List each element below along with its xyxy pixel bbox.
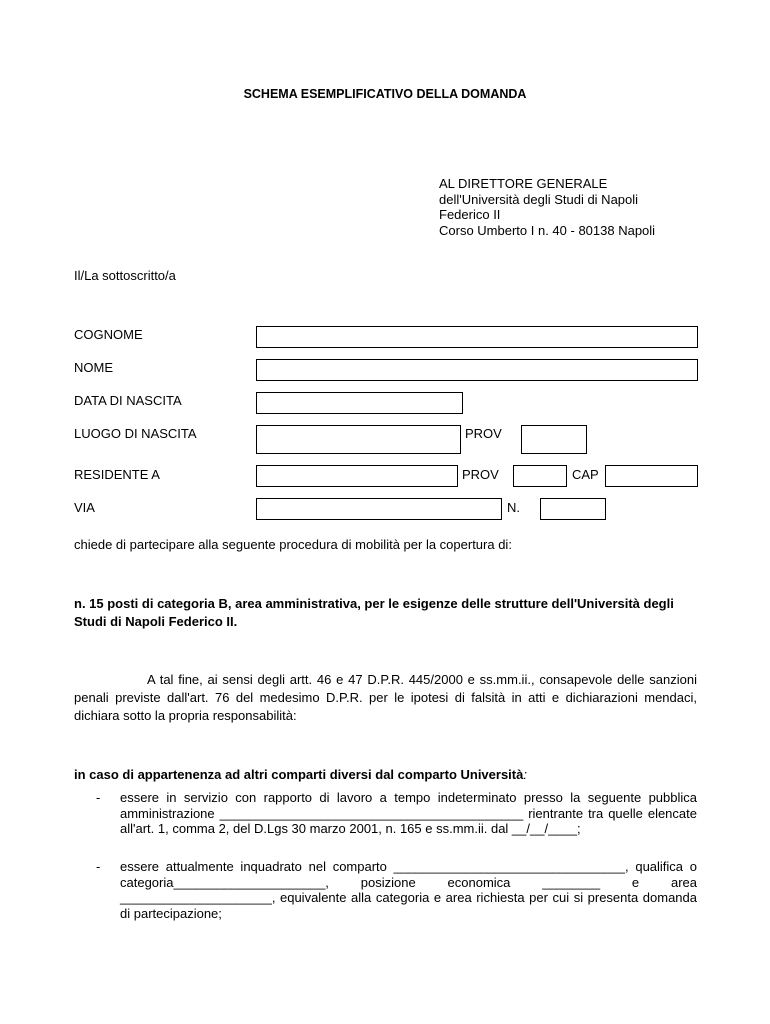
section-heading-colon: : bbox=[523, 767, 527, 782]
data-nascita-label: DATA DI NASCITA bbox=[74, 393, 182, 408]
intro-text: Il/La sottoscritto/a bbox=[74, 268, 176, 283]
via-input[interactable] bbox=[256, 498, 502, 520]
residente-label: RESIDENTE A bbox=[74, 467, 160, 482]
nome-label: NOME bbox=[74, 360, 113, 375]
numero-label: N. bbox=[507, 500, 520, 515]
prov-residenza-label: PROV bbox=[462, 467, 499, 482]
request-text: chiede di partecipare alla seguente procedura di mobilità per la copertura di: bbox=[74, 537, 512, 552]
prov-residenza-input[interactable] bbox=[513, 465, 567, 487]
nome-input[interactable] bbox=[256, 359, 698, 381]
document-title: SCHEMA ESEMPLIFICATIVO DELLA DOMANDA bbox=[243, 87, 527, 101]
cognome-input[interactable] bbox=[256, 326, 698, 348]
bullet-marker: - bbox=[96, 859, 101, 874]
cognome-label: COGNOME bbox=[74, 327, 143, 342]
recipient-line: AL DIRETTORE GENERALE bbox=[439, 176, 608, 191]
residente-input[interactable] bbox=[256, 465, 458, 487]
cap-label: CAP bbox=[572, 467, 599, 482]
via-label: VIA bbox=[74, 500, 95, 515]
prov-nascita-label: PROV bbox=[465, 426, 502, 441]
prov-nascita-input[interactable] bbox=[521, 425, 587, 454]
luogo-nascita-label: LUOGO DI NASCITA bbox=[74, 426, 197, 441]
luogo-nascita-input[interactable] bbox=[256, 425, 461, 454]
list-item: essere attualmente inquadrato nel comparto ________________________________, qualifica o categoria_____________________, posizione economica ________ e area _____________________, equivalente alla categoria e area richiesta per cui si presenta domanda di partecipazione; bbox=[120, 859, 697, 921]
recipient-address bbox=[439, 176, 655, 238]
position-text: n. 15 posti di categoria B, area amministrativa, per le esigenze delle strutture dell'Università degli Studi di Napoli Federico II. bbox=[74, 596, 674, 629]
recipient-line: dell'Università degli Studi di Napoli bbox=[439, 191, 639, 207]
list-item: essere in servizio con rapporto di lavoro a tempo indeterminato presso la seguente pubblica amministrazione __________________________________________ rientrante tra quelle elencate all'art. 1, comma 2, del D.Lgs 30 marzo 2001, n. 165 e ss.mm.ii. dal __/__/____; bbox=[120, 790, 697, 836]
recipient-line: Corso Umberto I n. 40 - 80138 Napoli bbox=[439, 222, 656, 238]
declaration-text: A tal fine, ai sensi degli artt. 46 e 47 D.P.R. 445/2000 e ss.mm.ii., consapevole delle sanzioni penali previste dall'art. 76 del medesimo D.P.R. per le ipotesi di falsità in atti e dichiarazioni mendaci, dichiara sotto la propria responsabilità: bbox=[74, 672, 697, 723]
numero-input[interactable] bbox=[540, 498, 606, 520]
section-heading bbox=[74, 766, 697, 784]
bullet-marker: - bbox=[96, 790, 101, 805]
section-heading-text: in caso di appartenenza ad altri comparti diversi dal comparto Università bbox=[74, 767, 524, 782]
cap-input[interactable] bbox=[605, 465, 698, 487]
recipient-line: Federico II bbox=[439, 207, 501, 222]
data-nascita-input[interactable] bbox=[256, 392, 463, 414]
